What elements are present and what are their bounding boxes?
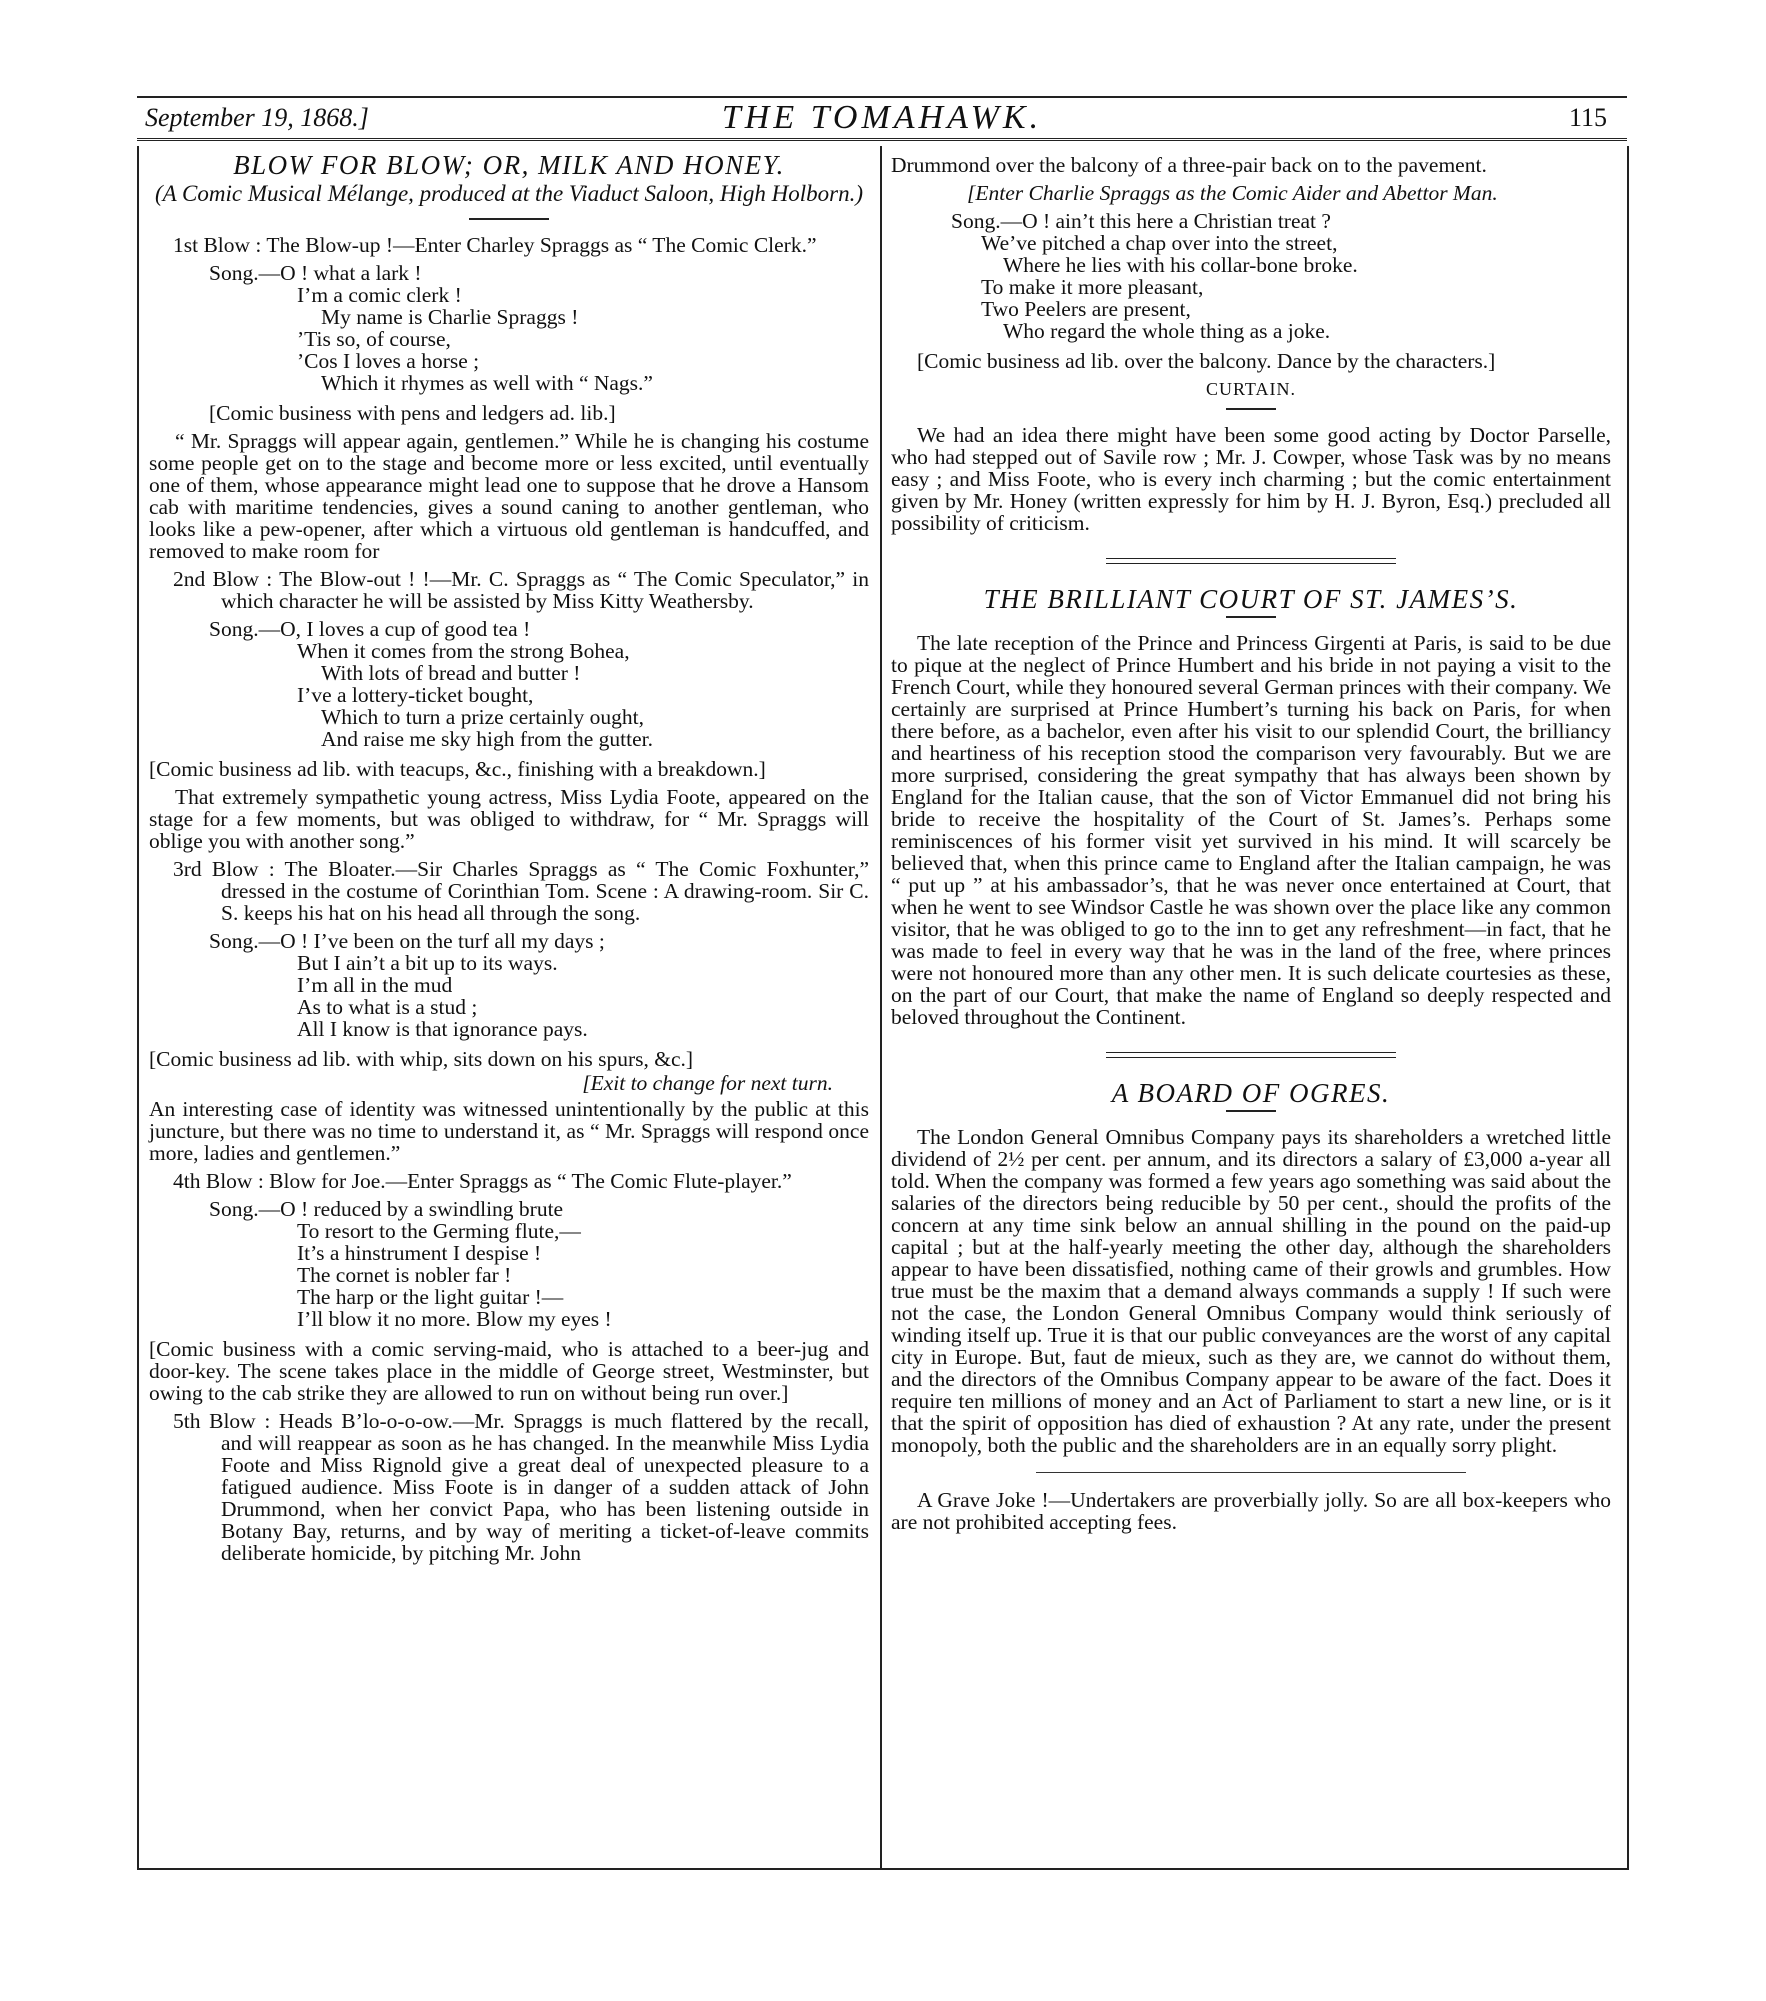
blow-4-title: 4th Blow : Blow for Joe.—Enter Spraggs as “ The Comic Flute-player.” xyxy=(173,1169,792,1193)
song-line: I’m all in the mud xyxy=(297,973,453,997)
song-line: Which to turn a prize certainly ought, xyxy=(321,705,644,729)
song-4-label: Song.—O ! reduced by a swindling brute xyxy=(209,1197,564,1221)
song-1 xyxy=(149,262,869,394)
stage-direction-1: [Comic business with pens and ledgers ad. lib.] xyxy=(209,401,616,425)
page-frame xyxy=(137,146,1629,1870)
paragraph: We had an idea there might have been some good acting by Doctor Parselle, who had stepped out of Savile row ; Mr. J. Cowper, whose Task was by no means easy ; and Miss Foote, who is every inch charming ; but the comic entertainment given by Mr. Honey (written expressly for him by H. J. Byron, Esq.) precluded all possibility of criticism. xyxy=(891,423,1611,535)
page-number: 115 xyxy=(1568,103,1607,132)
song-5-label: Song.—O ! ain’t this here a Christian treat ? xyxy=(951,209,1331,233)
short-rule xyxy=(1226,408,1276,410)
short-rule xyxy=(469,218,549,220)
song-line: But I ain’t a bit up to its ways. xyxy=(297,951,558,975)
song-line: Where he lies with his collar-bone broke. xyxy=(1003,253,1358,277)
song-line: And raise me sky high from the gutter. xyxy=(321,727,653,751)
song-3-label: Song.—O ! I’ve been on the turf all my days ; xyxy=(209,929,605,953)
article-heading-brilliant-court: THE BRILLIANT COURT OF ST. JAMES’S. xyxy=(983,584,1519,614)
song-3 xyxy=(149,930,869,1040)
song-line: Two Peelers are present, xyxy=(981,297,1191,321)
song-line: Which it rhymes as well with “ Nags.” xyxy=(321,371,653,395)
masthead-title: THE TOMAHAWK. xyxy=(721,99,1043,136)
song-line: My name is Charlie Spraggs ! xyxy=(321,305,579,329)
enter-direction: [Enter Charlie Spraggs as the Comic Aider and Abettor Man. xyxy=(967,181,1498,205)
song-line: I’m a comic clerk ! xyxy=(297,283,462,307)
song-line: ’Tis so, of course, xyxy=(297,327,451,351)
blow-1-title: 1st Blow : The Blow-up !—Enter Charley Spraggs as “ The Comic Clerk.” xyxy=(173,233,817,257)
song-line: It’s a hinstrument I despise ! xyxy=(297,1241,542,1265)
song-line: To resort to the Germing flute,— xyxy=(297,1219,581,1243)
long-rule xyxy=(1036,1472,1466,1473)
stage-direction-2: [Comic business ad lib. with teacups, &c., finishing with a breakdown.] xyxy=(149,757,766,781)
song-line: When it comes from the strong Bohea, xyxy=(297,639,630,663)
issue-date: September 19, 1868.] xyxy=(145,103,369,132)
stage-direction-5: [Comic business ad lib. over the balcony. Dance by the characters.] xyxy=(917,349,1496,373)
double-rule xyxy=(1106,1052,1396,1058)
song-2 xyxy=(149,618,869,750)
paragraph: An interesting case of identity was witnessed unintentionally by the public at this juncture, but there was no time to understand it, as “ Mr. Spraggs will respond once more, ladies and gentlemen.” xyxy=(149,1097,869,1165)
song-2-label: Song.—O, I loves a cup of good tea ! xyxy=(209,617,531,641)
left-column xyxy=(149,150,869,1570)
double-rule xyxy=(1106,558,1396,564)
song-line: All I know is that ignorance pays. xyxy=(297,1017,588,1041)
curtain-label: CURTAIN. xyxy=(1206,379,1296,399)
blow-5-title: 5th Blow : Heads B’lo-o-o-ow.—Mr. Spraggs is much flattered by the recall, and will reappear as soon as he has changed. In the meanwhile Miss Lydia Foote and Miss Rignold give a great deal of unexpected pleasure to a fatigued audience. Miss Foote is in danger of a sudden attack of John Drummond, when her convict Papa, who has been listening outside in Botany Bay, returns, and by way of meriting a ticket-of-leave commits deliberate homicide, by pitching Mr. John xyxy=(173,1409,869,1565)
column-divider xyxy=(880,146,882,1868)
article-heading-blow-for-blow: BLOW FOR BLOW; OR, MILK AND HONEY. xyxy=(233,150,785,180)
article-heading-board-of-ogres: A BOARD OF OGRES. xyxy=(1111,1078,1391,1108)
song-1-label: Song.—O ! what a lark ! xyxy=(209,261,422,285)
stage-direction-4: [Comic business with a comic serving-maid, who is attached to a beer-jug and door-key. The scene takes place in the middle of George street, Westminster, but owing to the cab strike they are allowed to run on without being run over.] xyxy=(149,1337,869,1405)
song-line: We’ve pitched a chap over into the street, xyxy=(981,231,1338,255)
song-4 xyxy=(149,1198,869,1330)
paragraph: The London General Omnibus Company pays its shareholders a wretched little dividend of 2½ per cent. per annum, and its directors a salary of £3,000 a-year all told. When the company was formed a few years ago something was said about the salaries of the directors being reducible by 50 per cent., should the profits of the concern at any time sink below an annual shilling in the pound on the paid-up capital ; but at the half-yearly meeting the other day, although the shareholders appear to have been dissatisfied, nothing came of their growls and grumbles. How true must be the maxim that a demand always commands a supply ! If such were not the case, the London General Omnibus Company would think seriously of winding itself up. True it is that our public conveyances are the worst of any capital city in Europe. But, faut de mieux, such as they are, we cannot do without them, and the directors of the Omnibus Company appear to be aware of the fact. Does it require ten millions of money and an Act of Parliament to start a new line, or is it that the spirit of opposition has died of exhaustion ? At any rate, under the present monopoly, both the public and the shareholders are in an equally sorry plight. xyxy=(891,1125,1611,1457)
exit-direction: [Exit to change for next turn. xyxy=(582,1071,833,1095)
stage-direction-3: [Comic business ad lib. with whip, sits down on his spurs, &c.] xyxy=(149,1047,694,1071)
continued-text: Drummond over the balcony of a three-pair back on to the pavement. xyxy=(891,153,1487,177)
blow-3-title: 3rd Blow : The Bloater.—Sir Charles Spraggs as “ The Comic Foxhunter,” dressed in the costume of Corinthian Tom. Scene : A drawing-room. Sir C. S. keeps his hat on his head all through the song. xyxy=(173,857,869,925)
song-line: The harp or the light guitar !— xyxy=(297,1285,564,1309)
paragraph: That extremely sympathetic young actress, Miss Lydia Foote, appeared on the stage for a few moments, but was obliged to withdraw, for “ Mr. Spraggs will oblige you with another song.” xyxy=(149,785,869,853)
newspaper-page xyxy=(137,96,1627,1896)
blow-2-title: 2nd Blow : The Blow-out ! !—Mr. C. Spraggs as “ The Comic Speculator,” in which character he will be assisted by Miss Kitty Weathersby. xyxy=(173,567,869,613)
song-line: Who regard the whole thing as a joke. xyxy=(1003,319,1331,343)
song-line: The cornet is nobler far ! xyxy=(297,1263,512,1287)
short-rule xyxy=(1226,616,1276,618)
paragraph: “ Mr. Spraggs will appear again, gentlemen.” While he is changing his costume some people get on to the stage and become more or less excited, until eventually one of them, whose appearance might lead one to suppose that he drove a Hansom cab with maritime tendencies, gives a sound caning to another gentleman, who looks like a pew-opener, after which a virtuous old gentleman is handcuffed, and removed to make room for xyxy=(149,429,869,563)
song-line: I’ve a lottery-ticket bought, xyxy=(297,683,534,707)
short-rule xyxy=(1226,1110,1276,1112)
page-header xyxy=(137,96,1627,141)
paragraph: The late reception of the Prince and Princess Girgenti at Paris, is said to be due to pique at the neglect of Prince Humbert and his bride in not paying a visit to the French Court, while they honoured several German princes with their company. We certainly are surprised at Prince Humbert’s turning his back on Paris, for when there before, as a bachelor, even after his visit to our splendid Court, the brilliancy and heartiness of his reception stood the comparison very favourably. But we are more surprised, considering the great sympathy that has always been shown by England for the Italian cause, that the son of Victor Emmanuel did not bring his bride to receive the hospitality of the Court of St. James’s. Perhaps some reminiscences of his former visit yet survived in his mind. It will scarcely be believed that, when this prince came to England after the Italian campaign, he was “ put up ” at his ambassador’s, that he was never once entertained at Court, that when he went to see Windsor Castle he was shown over the place like any common visitor, that he was obliged to go to the inn to get any refreshment—in fact, that he was made to feel in every way that he was in the land of the free, where princes were not honoured more than any other men. It is such delicate courtesies as these, on the part of our Court, that make the name of England so deeply respected and beloved throughout the Continent. xyxy=(891,631,1611,1029)
article-subheading: (A Comic Musical Mélange, produced at the Viaduct Saloon, High Holborn.) xyxy=(155,181,863,206)
song-line: With lots of bread and butter ! xyxy=(321,661,581,685)
song-line: ’Cos I loves a horse ; xyxy=(297,349,480,373)
right-column xyxy=(891,154,1611,1539)
song-5 xyxy=(891,210,1611,342)
song-line: To make it more pleasant, xyxy=(981,275,1204,299)
song-line: I’ll blow it no more. Blow my eyes ! xyxy=(297,1307,612,1331)
song-line: As to what is a stud ; xyxy=(297,995,478,1019)
joke-paragraph: A Grave Joke !—Undertakers are proverbially jolly. So are all box-keepers who are not prohibited accepting fees. xyxy=(891,1488,1611,1534)
